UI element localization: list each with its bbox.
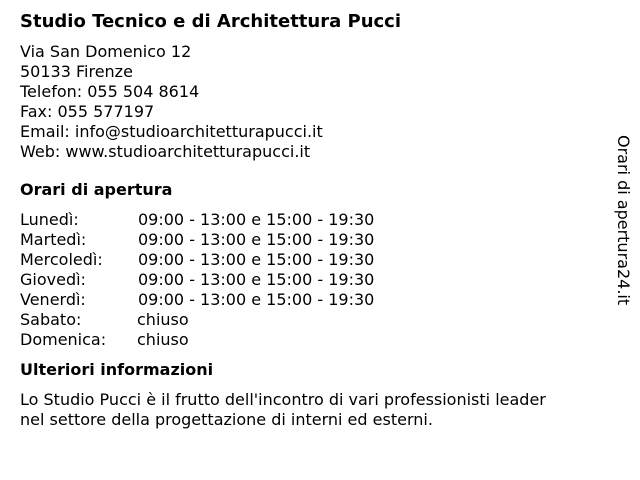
time-value: chiuso	[137, 330, 189, 349]
day-label: Venerdì:	[20, 290, 86, 309]
hours-row-wednesday	[20, 250, 590, 270]
contact-block	[20, 42, 590, 162]
time-value: chiuso	[137, 310, 189, 329]
time-value: 09:00 - 13:00 e 15:00 - 19:30	[138, 230, 375, 249]
business-description: Lo Studio Pucci è il frutto dell'incontro di vari professionisti leader nel settore della progettazione di interni ed esterni.	[20, 390, 546, 429]
day-label: Martedì:	[20, 230, 87, 249]
hours-row-friday	[20, 290, 590, 310]
business-card	[20, 10, 590, 430]
day-label: Domenica:	[20, 330, 107, 349]
more-info-heading: Ulteriori informazioni	[20, 360, 214, 379]
website-line: Web: www.studioarchitetturapucci.it	[20, 142, 311, 161]
fax-line: Fax: 055 577197	[20, 102, 155, 121]
hours-row-monday	[20, 210, 590, 230]
day-label: Mercoledì:	[20, 250, 103, 269]
time-value: 09:00 - 13:00 e 15:00 - 19:30	[138, 290, 375, 309]
day-label: Giovedì:	[20, 270, 86, 289]
hours-row-tuesday	[20, 230, 590, 250]
business-title: Studio Tecnico e di Architettura Pucci	[20, 11, 402, 32]
hours-row-thursday	[20, 270, 590, 290]
opening-hours-table	[20, 210, 590, 350]
day-label: Lunedì:	[20, 210, 79, 229]
watermark-label: Orari di apertura24.it	[614, 135, 633, 306]
email-line: Email: info@studioarchitetturapucci.it	[20, 122, 323, 141]
phone-line: Telefon: 055 504 8614	[20, 82, 200, 101]
address-street: Via San Domenico 12	[20, 42, 192, 61]
time-value: 09:00 - 13:00 e 15:00 - 19:30	[138, 210, 375, 229]
time-value: 09:00 - 13:00 e 15:00 - 19:30	[138, 270, 375, 289]
opening-hours-heading: Orari di apertura	[20, 180, 173, 199]
hours-row-sunday	[20, 330, 590, 350]
day-label: Sabato:	[20, 310, 82, 329]
time-value: 09:00 - 13:00 e 15:00 - 19:30	[138, 250, 375, 269]
address-city: 50133 Firenze	[20, 62, 133, 81]
hours-row-saturday	[20, 310, 590, 330]
